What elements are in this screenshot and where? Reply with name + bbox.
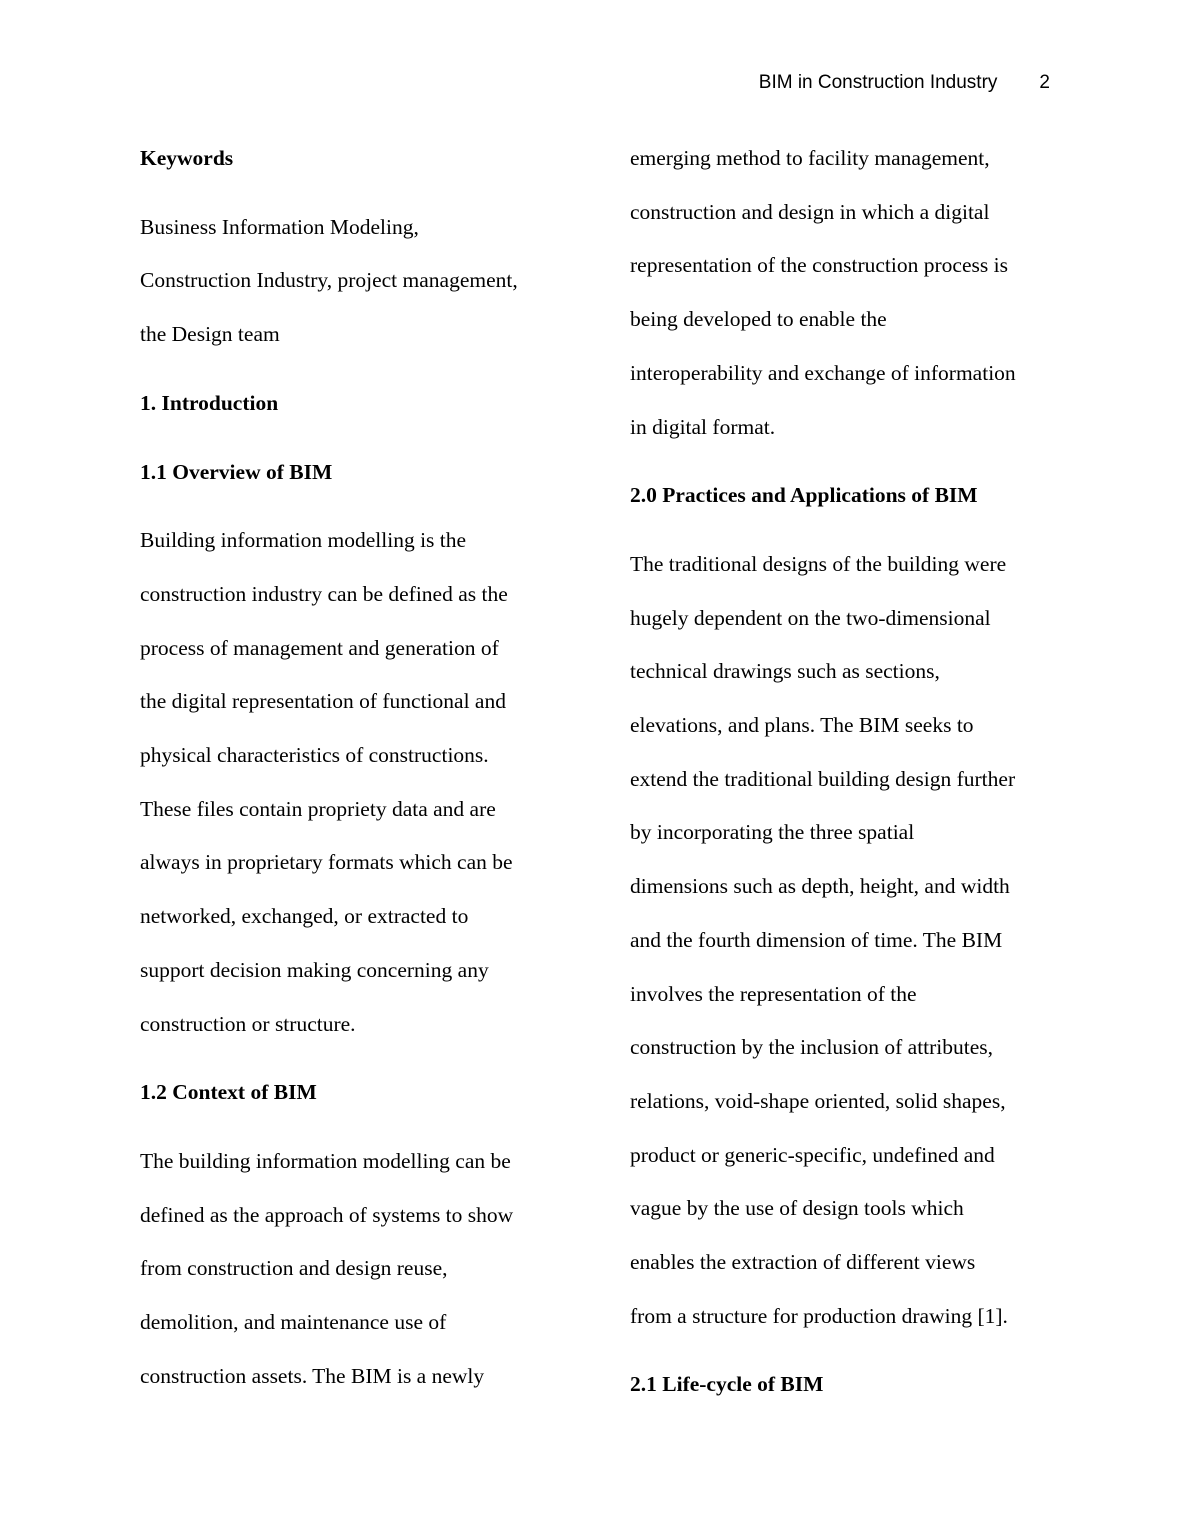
context-line: defined as the approach of systems to show (140, 1202, 514, 1227)
practices-line: by incorporating the three spatial (630, 820, 915, 845)
context-line: demolition, and maintenance use of (140, 1310, 447, 1335)
practices-line: dimensions such as depth, height, and width (630, 874, 1010, 899)
overview-line: the digital representation of functional and (140, 689, 506, 714)
practices-line: hugely dependent on the two-dimensional (630, 605, 991, 630)
running-header (759, 70, 1050, 96)
practices-line: and the fourth dimension of time. The BIM (630, 927, 1003, 952)
overview-line: networked, exchanged, or extracted to (140, 904, 469, 929)
context-heading: 1.2 Context of BIM (140, 1080, 317, 1105)
context-paragraph (140, 1135, 580, 1404)
practices-line: vague by the use of design tools which (630, 1196, 964, 1221)
practices-line: construction by the inclusion of attributes, (630, 1035, 994, 1060)
context-line: from construction and design reuse, (140, 1256, 448, 1281)
keywords-line: Construction Industry, project management, (140, 268, 518, 293)
page-number: 2 (1039, 72, 1050, 93)
practices-line: relations, void-shape oriented, solid shapes, (630, 1088, 1006, 1113)
overview-line: Building information modelling is the (140, 528, 467, 553)
keywords-heading: Keywords (140, 146, 234, 170)
overview-line: construction industry can be defined as the (140, 581, 508, 606)
continued-paragraph (630, 132, 1060, 454)
practices-line: elevations, and plans. The BIM seeks to (630, 713, 974, 738)
continued-line: construction and design in which a digital (630, 199, 990, 224)
continued-line: emerging method to facility management, (630, 146, 990, 170)
overview-line: support decision making concerning any (140, 957, 489, 982)
keywords-line: the Design team (140, 322, 280, 347)
overview-line: These files contain propriety data and are (140, 796, 496, 821)
overview-line: always in proprietary formats which can be (140, 850, 513, 875)
practices-heading: 2.0 Practices and Applications of BIM (630, 483, 978, 508)
practices-line: enables the extraction of different views (630, 1250, 976, 1275)
overview-paragraph (140, 514, 580, 1051)
overview-line: physical characteristics of constructions. (140, 743, 489, 768)
running-title: BIM in Construction Industry (758, 72, 998, 93)
lifecycle-heading: 2.1 Life-cycle of BIM (630, 1372, 824, 1397)
practices-line: technical drawings such as sections, (630, 659, 940, 684)
overview-line: process of management and generation of (140, 635, 499, 660)
context-line: The building information modelling can be (140, 1148, 511, 1173)
keywords-paragraph (140, 201, 580, 362)
practices-paragraph (630, 538, 1060, 1344)
continued-line: in digital format. (630, 414, 776, 439)
practices-line: product or generic-specific, undefined and (630, 1142, 995, 1167)
left-column (140, 132, 580, 1418)
continued-line: being developed to enable the (630, 307, 887, 332)
right-column (630, 132, 1060, 1427)
overview-heading: 1.1 Overview of BIM (140, 459, 333, 484)
continued-line: interoperability and exchange of information (630, 360, 1016, 385)
practices-line: involves the representation of the (630, 981, 917, 1006)
overview-line: construction or structure. (140, 1011, 356, 1036)
practices-line: extend the traditional building design further (630, 766, 1016, 791)
practices-line: from a structure for production drawing [1]. (630, 1303, 1008, 1328)
context-line: construction assets. The BIM is a newly (140, 1363, 485, 1388)
practices-line: The traditional designs of the building were (630, 551, 1007, 576)
continued-line: representation of the construction process is (630, 253, 1008, 278)
keywords-line: Business Information Modeling, (140, 214, 419, 239)
introduction-heading: 1. Introduction (140, 390, 279, 415)
